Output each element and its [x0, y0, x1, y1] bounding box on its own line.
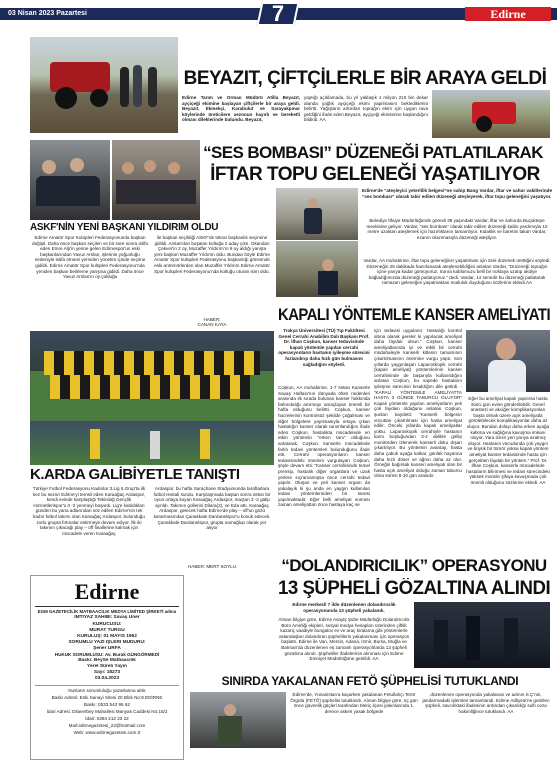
- story1-col2: yaptığı açıklamada, bu yıl yaklaşık 1 milyon 210 bin dekar alanda yağlık ayçiçeği ekimi yapılmasını beklediklerini belirtti. Yağışların arttırdan toprağın ekim için uygun tava geldiğini ifade eden Beyazıt, ayçiçeği ekimlerine başlandığını bildirdi. AA: [304, 95, 428, 123]
- story7-col2: düzenlenen operasyonda yakalanan ve adının S.Ç'nin, jandarmadaki işlemleri tamamlandı. Edirne Adliyesi'ne getirilen şüpheli, savcılıktaki ifadesinin ardından çıkarıldığı sulh ceza hakimliğince tutuklandı. AA: [422, 692, 550, 714]
- iftar-topu-photo-2: [276, 241, 358, 297]
- masthead-email[interactable]: Mail:edirnegazetesi_22@hotmail.com: [68, 723, 146, 728]
- masthead-issue-date: 03.04.2023: [94, 676, 119, 681]
- story2-p1: Belediye İtfaiye Müdürlüğünde görevli 38 yaşındaki Vardar, iftar ve sahurda Buçuktepe mevkisine geliyor. Vardar, “ses bombası” olarak tabir edilen düzeneği kablo yardımıyla 10 metre uzaktan ateşlemek için hazırlıklarını tamamlıyor. Kulaklık ve baretini takan Vardar, ezanın okunmasıyla düzeneği ateşliyor.: [366, 218, 548, 240]
- story5-col2: Ardaspor, bu hafta Saraçhane Stadyumunda taraftarlara futbol resitali sundu. Karşılaşmada baştan sonra üstün bir oyun ortaya koyan Karaağaç Ardaspor, maçtan 3 -2 galip ayrıldı. Takımın gollerini Dilara(2), ve Eda attı. Karaağaç Ardaspor, gelecek hafta Edirne'de play – off'un gözü kararmasından Çanakkale Dardanelspor'u konuk edecek. Çanakkale Dardanelspor, grupta namağlup olarak yer alıyor: [153, 486, 271, 531]
- story1-col1: [182, 95, 300, 139]
- masthead-founder-label: KURUCUSU:: [92, 622, 122, 627]
- story3-byline-1: HABER:: [203, 317, 221, 322]
- story6-lead: [278, 602, 410, 616]
- story6-headline-2: 13 ŞÜPHELİ GÖZALTINA ALINDI: [278, 578, 551, 599]
- story6-lead-text: Edirne merkezli 7 ilde düzenlenen dolandırıcılık operasyonunda 13 şüpheli yakalandı.: [292, 602, 396, 613]
- askf-photo-top: [30, 140, 110, 220]
- masthead-address1: Baskı Adresi: Eski Sanayi Sitesi 20 Blok No:9 EDİRNE: [51, 695, 163, 700]
- story3-byline-2: CANAN KAYA: [197, 322, 227, 327]
- story4-col1: Coşkun, AA muhabirine, 1-7 Nisan Kanserle Savaş Haftası'nın dünyada ölüm nedenleri arasında ilk sırada bulunan kanser hakkında farkındalığı artırmayı amaçlayan önemli bir hafta olduğunu belirtti. Coşkun, kanser hücrelerinin kontrolsüz şekilde çoğalması ve diğer bölgelere yayılmasıyla ortaya çıkan hastalığın kanser olarak tanımlandığını ifade eden Coşkun, hastalıkta mücadelede en etkin yöntemin “erken tanı” olduğunu anlatarak, Coşkun, kanserle mücadelede farklı tedavi yöntemleri bulunduğunu ifade etti. Cerrahi operasyonların kanser tedavisindeki önemini vurgulayan Coşkun, şöyle devam etti: “Kanser cerrahisinde temel prensip, hastalık diğer organlara ve uzak yerlere sıçramamışsa önce cerrahi tedavi yapılır. Oluşan ve yeri kanser organı da yakalayık ki şu anda en yaygın kullanılan tedavi yöntemlerinden bir tanesi yapılmaktadır. Eğer belli ameliyat sonrası zaman ameliyattan önce hastaya kaç ve: [278, 385, 370, 508]
- story2-p2: Vardar, AA muhabirine, iftar topu geleneğinin yaşatılması için özel düzenek ürettiğini söyledi. Düzeneğin 25 dakikada hazırlanarak ateşlenebildiğini anlatan Vardar, “Düzeneği toprağın içine yarıya kadar gömüyoruz. Sonra kablomuzu belli bir noktaya uzatıp akülye bağladığımızda düzeneği patlatıyoruz.” dedi. Vardar, 14 senedir bu düzeneği patlatarak ramazan geleneğini yaşatmaktan mutluluk duyduğunu sözlerine ekledi.AA: [363, 258, 551, 286]
- masthead-founder: MURAT TURGU: [89, 628, 125, 633]
- askf-photo-meeting: [112, 140, 200, 220]
- header-logo: [465, 7, 551, 21]
- masthead-phone1: Baskı: 0533 543 95 62: [84, 702, 130, 707]
- story2-headline-2: İFTAR TOPU GELENEĞİ YAŞATILIYOR: [210, 164, 540, 185]
- masthead-type: Yerel Süreli Yayın: [87, 664, 127, 669]
- football-team-photo: [30, 331, 274, 421]
- story4-lead: [278, 328, 370, 384]
- masthead-web[interactable]: Web: www.edirnegazetesi.com.tr: [73, 730, 141, 735]
- doctor-photo: [466, 330, 550, 392]
- story6-body: Alınan bilgiye göre, Edirne Asayiş Şube Müdürlüğü Dolandırıcılık Büro Amirliği ekipleri, sosyal medya hesapları üzerinden çiftlik kazanç vaadiyle bungalov ev ve araç kiralama gibi yöntemlerle vatandaşları dolandıran şüphelilerin yakalanması için operasyon başlattı. Edirne ile Van, Mersin, Adana, İzmir, Bursa, Muğla ve Batman'da düzenlenen eş zamanlı operasyonlarda 13 şüpheli gözaltına alındı. Şüpheliler ifadelerinin alınması için Edirne Emniyet Müdürlüğüne getirildi. AA: [278, 617, 410, 662]
- story6-headline-1: “DOLANDIRICILIK” OPERASYONU: [281, 556, 547, 575]
- masthead-box: [30, 575, 184, 760]
- story2-headline-1: “SES BOMBASI” DÜZENEĞİ PATLATILARAK: [203, 143, 543, 162]
- masthead-owner-role: İMTİYAZ SAHİBİ: Savaş Üner: [74, 615, 140, 620]
- masthead-address2: İdari Adresi: Dilaverbey Mahallesi Manyas Caddesi No:15/2: [46, 709, 168, 714]
- story3-headline: ASKF'NİN YENİ BAŞKANI YILDIRIM OLDU: [30, 222, 219, 233]
- police-operation-photo: [414, 602, 550, 668]
- story3-col1: Edirne Amatör Spor Kulüpleri Federasyonunda başkan değişti. Daha önce başkan seçilen ve bir süre sonra istifa eden Emre Alp'in yerine gelen Edirnespor'un eski başkanlarından Yavuz Arslan, işlerinin yoğunluğu nedeniyle istifa etmesi yerinden yönetim içinde seçime gidildi. Edirne Amatör Spor kulüpleri Federasyonu'nda yeniden başkan belirleme yarışına gidildi. Daha önce Yavuz Arslan'ın oy çokluğu: [32, 235, 148, 280]
- story4-headline: KAPALI YÖNTEMLE KANSER AMELİYATI: [278, 305, 551, 324]
- masthead-editor-label: SORUMLU YAZI İŞLERİ MÜDÜRÜ:: [68, 640, 146, 645]
- fetö-photo: [190, 692, 286, 748]
- story4-lead-text: Trakya Üniversitesi (TÜ) Tıp Fakültesi Genel Cerrahi Anabilim Dalı Başkanı Prof. Dr. İlhan Coşkun, kanser tedavisinde kapalı yöntemle yapılan cerrahi operasyonların hastanın iyileşme sürecini hızlandırıp daha hızlı gün bulmasını sağladığını söyledi.: [278, 328, 370, 367]
- masthead-disclaimer: Yazıların sorumluluğu yazarlarına aittir.: [67, 688, 147, 693]
- masthead-phone2: İdari: 0284 212 23 22: [85, 716, 129, 721]
- page-header: [0, 0, 557, 28]
- story7-headline: SINIRDA YAKALANAN FETÖ ŞÜPHELİSİ TUTUKLANDI: [221, 674, 519, 688]
- masthead-founded: KURULUŞ: 01 MAYIS 1962: [77, 634, 137, 639]
- story5-byline: HABER: MERT SOYLU: [187, 564, 237, 569]
- story7-col1: Edirne'de, Yunanistan'a kaçarken yakalanan Fetullahçı Terör Örgütü (FETÖ) şüphelisi tutuklandı. Alınan bilgiye göre, üç gün önce güvenlik güçleri tarafından Meriç ilçesi yakınlarında 1. derece askeri yasak bölgede: [290, 692, 418, 714]
- masthead-logo: Edirne: [74, 579, 140, 604]
- match-action-photo: [30, 421, 274, 465]
- story2-lead-text: Edirne'de “ateşleyici yeterlilik belgesi”ne sahip Bang Vardar, iftar ve sahur vakitlerinde “ses bombası” olarak tabir edilen düzeneği ateşleyerek, iftar topu geleneğini yaşatıyor.: [362, 188, 552, 199]
- masthead-editor: Şener URFA: [93, 646, 121, 651]
- masthead-legal: HUKUK SORUMLUSU: Av. Burak GÜNGÖRMEDİ: [54, 652, 160, 657]
- story1-col1-text: Edirne Tarım ve Orman Müdürü Atilla Beyazıt, ayçiçeği ekimine başlayan çiftçilerle bir araya geldi. Beyazıt, Ekmekçi, Karabulut ve Sarayakpınar köylerinde üreticilere sezonun hayırlı ve bereketli olması dileklerinde bulundu. Beyazıt,: [182, 95, 300, 123]
- story1-headline: BEYAZIT, ÇİFTÇİLERLE BİR ARAYA GELDİ: [183, 68, 547, 89]
- story5-col1: Türkiye Futbol Federasyonu Kadınlar 3.Lig 5.Grup'ta ilk kez bu sezon Edirne'yi temsil eden Karaağaç Ardaspor, kendi evinde karşılaştığı Tekirdağ Gençlik Hizmetlerispor'u 3 -2 yenmeyi başardı. Lig'e katıldıkları günden bu yana adlarından söz edilen Edirne'nin tek kadın futbol takımı olan Karaağaç Ardaspor, bulunduğu zorlu grupta fırtınalar estirmeye devam ediyor. İlk iki takımın çıkacağı play – off finallerine kalmak için mücadele veren Karaağaç: [32, 486, 146, 536]
- header-logo-text: Edirne: [490, 7, 526, 21]
- tractor-photo: [432, 90, 550, 138]
- page-number: 7: [271, 1, 285, 26]
- masthead-issue: Sayı: 18273: [93, 670, 121, 675]
- masthead-printer: Baskı: BeySe Matbaacılık: [78, 658, 136, 663]
- iftar-topu-photo: [276, 188, 358, 240]
- story2-lead: [362, 188, 552, 216]
- story4-col2: için tedavisi uygulanır. Hastalığı kontrol altına alarak gerekir ki yapılacak ameliyat daha faydalı olsun.” Coşkun, kanser ameliyatlarında iyi ve etkili bir cerrahi müdahaleyle kanserli kitlenin tamamının çıkartılmasının önemine vurgu yaptı. Son yıllarda yaygınlaşan Laparoskopik cerrahi (kapalı ameliyat) yöntemlerinin kanser cerrahisinde de başarıyla kullanıldığını anlatan Coşkun, bu sayede hastaların iyileşme sürecinin kısaldığını dile getirdi. - “KAPALI YÖNTEMLE AMELİYATTA HASTA 3 GÜNDE TABURCU OLUYOR” Kapalı yöntemle yapılan ameliyatların pek çok faydası olduğunu anlatan Coşkun, şunları kaydetti: “Kanserli bölgenin vücuttan çıkartılması için hasta ameliyat edilir. Önceki yıllarda kapalı ameliyatlar yoktu. Laparoskopik cerrahiyle hastanın karnı boşluğundan 3-4 delikle girilip monitörden izlenerek kanserli doku dışarı çıkartılıyor. Bu yöntemin avantajı, hasta daha çabuk ayağa kalkar, günlük hayatına daha hızlı döner ve ağrısı daha az olur. Örneğin bağırsak kanseri ameliyatı olan bir hasta açık ameliyat olduğu zaman taburcu olma süresi 8-10 gün arasıdır.: [374, 328, 462, 479]
- masthead-rule: [35, 606, 179, 607]
- masthead-rule-2: [35, 685, 179, 686]
- story5-headline: K.ARDA GALİBİYETLE TANIŞTI: [30, 466, 240, 483]
- farmers-photo: [30, 37, 178, 133]
- masthead-owner: EGM GAZETECİLİK MATBAACILIK MEDYA LİMİTED ŞİRKETİ adına: [37, 609, 177, 614]
- header-date: 03 Nisan 2023 Pazartesi: [8, 10, 87, 17]
- story4-col3: Eğer bu ameliyat kapalı yapılırsa hasta ikinci gün evine gönderilebilir. Genel anestezi ve akciğer komplikasyonları başta olmak üzere açık ameliyatla görülebilecek komplikasyonlar daha az oluyor. Bundan dolayı daha erken ayağa kalkma ve sağlığına kavuşma imkanı oluyor. Yara izinin yeri yarıya azalmış oluyor. Hastanın vücudunda çok yaygın ve büyük bir tümör yoksa kapalı yöntem ameliyat kanser tedavisinde hasta için gerçekten faydalı bir yöntem.” Prof. Dr. İlhan Coşkun, kanserle mücadelede hastaların bilinmesi ve tedavi sürecindeki yüksek moralin şifaya kavuşmada çok önemli olduğunu sözlerine ekledi. AA: [466, 396, 550, 485]
- story3-col2: ile başkan seçildiği ASKF'de tekrar başkanlık seçimine gidildi. Arslan'dan boşalan koltuğa 2 aday çıktı. Okandan Çekver'in 2 oy, Muzaffer Yıldırım'ın 8 oy aldığı yarışta yeni başkan Muzaffer Yıldırım oldu. Bundan böyle Edirne Amatör Spor kulüpleri Federasyonu başkanlığı görevinde eski antrenörlerden olan Muzaffer Yıldırım Edirne Amatör Spor kulüpleri Federasyonu'nda koltuğu oturan isim oldu.: [154, 235, 270, 274]
